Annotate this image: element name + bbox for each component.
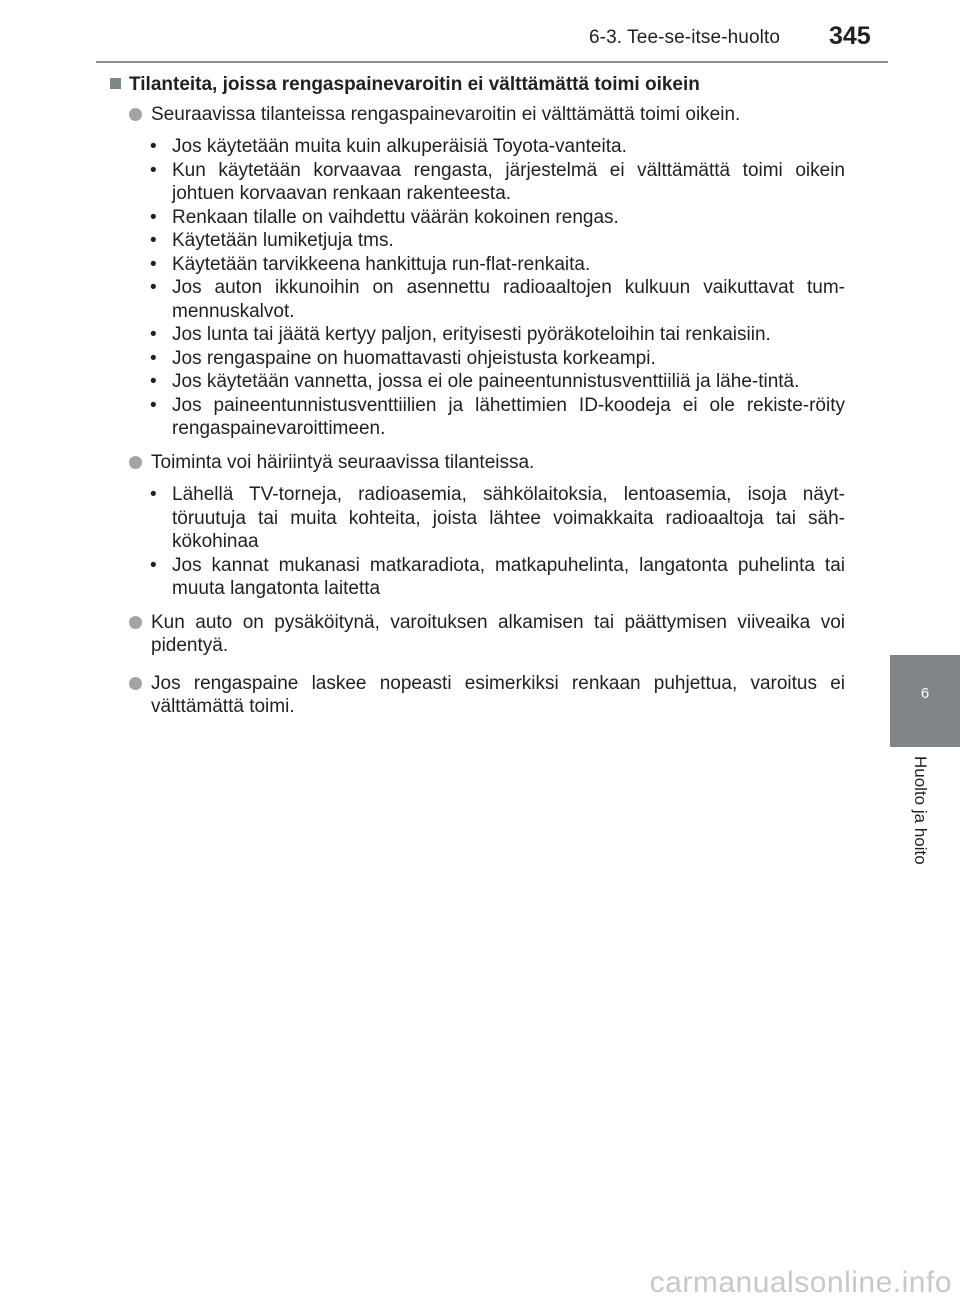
bullet-text: Jos rengaspaine laskee nopeasti esimerkiksi renkaan puhjettua, varoitus ei välttämättä toimi. xyxy=(151,672,845,717)
list-item: • Lähellä TV-torneja, radioasemia, sähkölaitoksia, lentoasemia, isoja näyt-töruutuja tai muita kohteita, joista lähtee voimakkaita radioaaltoja tai säh-kökohinaa xyxy=(150,484,845,552)
circle-bullet-icon xyxy=(129,108,142,121)
page-header xyxy=(0,0,960,62)
list-item: • Jos rengaspaine on huomattavasti ohjeistusta korkeampi. xyxy=(150,347,656,369)
chapter-title: Huolto ja hoito xyxy=(911,756,930,865)
bullet-text: Kun auto on pysäköitynä, varoituksen alkamisen tai päättymisen viiveaika voi pidentyä. xyxy=(151,611,845,656)
page-content xyxy=(110,73,845,719)
section-heading xyxy=(110,73,845,97)
page-number: 345 xyxy=(829,22,871,50)
list-item: • Renkaan tilalle on vaihdettu väärän kokoinen rengas. xyxy=(150,206,619,228)
bullet-paragraph xyxy=(110,103,845,445)
bullet-text: Toiminta voi häiriintyä seuraavissa tilanteissa. xyxy=(151,451,535,473)
sub-list xyxy=(151,135,845,441)
list-item: • Käytetään lumiketjuja tms. xyxy=(150,230,394,251)
list-item: • Jos kannat mukanasi matkaradiota, matkapuhelinta, langatonta puhelinta tai muuta langatonta laitetta xyxy=(150,554,845,599)
bullet-paragraph xyxy=(110,611,845,658)
list-item: • Käytetään tarvikkeena hankittuja run-flat-renkaita. xyxy=(150,253,591,275)
list-item: • Jos auton ikkunoihin on asennettu radioaaltojen kulkuun vaikuttavat tum-mennuskalvot. xyxy=(150,277,845,322)
circle-bullet-icon xyxy=(129,677,142,690)
square-bullet-icon xyxy=(110,78,121,89)
bullet-paragraph xyxy=(110,672,845,719)
bullet-paragraph xyxy=(110,451,845,605)
section-heading-text: Tilanteita, joissa rengaspainevaroitin ei välttämättä toimi oikein xyxy=(129,74,700,95)
circle-bullet-icon xyxy=(129,616,142,629)
sub-list xyxy=(151,483,845,601)
list-item: • Jos käytetään muita kuin alkuperäisiä Toyota-vanteita. xyxy=(150,136,627,157)
list-item: • Jos paineentunnistusventtiilien ja lähettimien ID-koodeja ei ole rekiste-röity rengaspainevaroittimeen. xyxy=(150,394,845,439)
list-item: • Jos lunta tai jäätä kertyy paljon, erityisesti pyöräkoteloihin tai renkaisiin. xyxy=(150,324,771,345)
circle-bullet-icon xyxy=(129,456,142,469)
chapter-number: 6 xyxy=(920,685,930,702)
list-item: • Jos käytetään vannetta, jossa ei ole paineentunnistusventtiiliä ja lähe-tintä. xyxy=(150,371,800,392)
list-item: • Kun käytetään korvaavaa rengasta, järjestelmä ei välttämättä toimi oikein johtuen korvaavan renkaan rakenteesta. xyxy=(150,159,845,204)
chapter-tab xyxy=(890,655,960,747)
watermark: carmanualsonline.info xyxy=(649,1266,952,1299)
bullet-text: Seuraavissa tilanteissa rengaspainevaroitin ei välttämättä toimi oikein. xyxy=(151,103,741,125)
header-divider xyxy=(96,61,888,63)
section-label: 6-3. Tee-se-itse-huolto xyxy=(589,27,780,48)
